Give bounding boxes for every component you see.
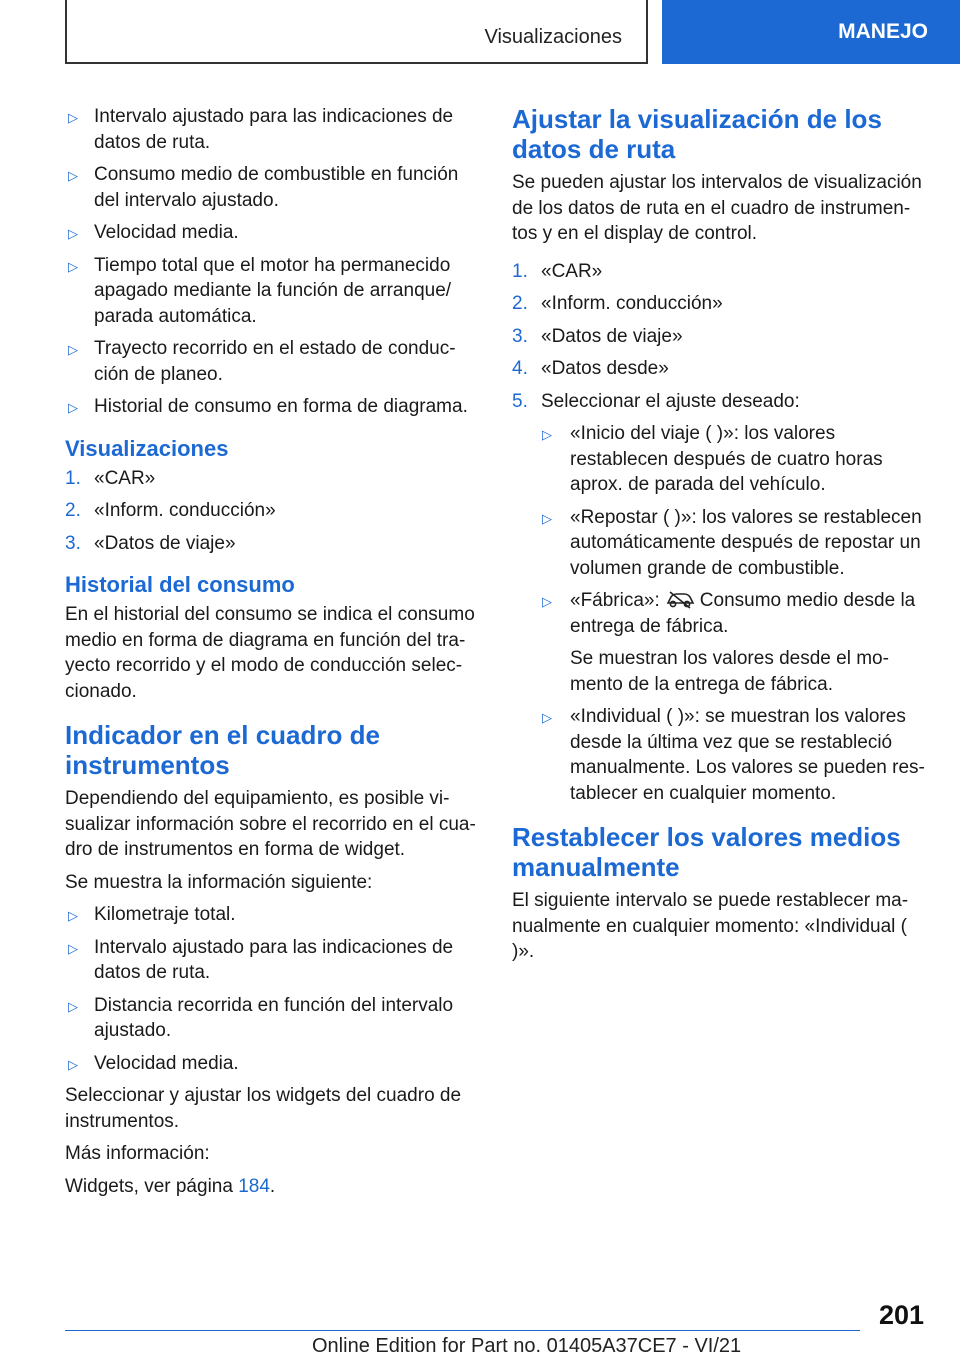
widgets-reference: Widgets, ver página 184. bbox=[65, 1175, 276, 1197]
triangle-bullet-icon: ▷ bbox=[542, 427, 552, 442]
list-item: ▷ Intervalo ajustado para las indicaciones de datos de ruta. bbox=[68, 936, 454, 983]
footer-divider bbox=[65, 1330, 860, 1331]
step-item: 5. Seleccionar el ajuste deseado: bbox=[512, 390, 800, 412]
step-item: 1. «CAR» bbox=[512, 260, 603, 282]
sub-list-note: Se muestran los valores desde el mo‐ mento de la entrega de fábrica. bbox=[570, 648, 889, 695]
header-chapter-tab bbox=[662, 0, 960, 64]
triangle-bullet-icon: ▷ bbox=[68, 998, 78, 1014]
step-item: 3. «Datos de viaje» bbox=[512, 325, 683, 347]
sub-list-item: ▷ «Individual ( )»: se muestran los valores desde la última vez que se restableció manualmente. Los valores se pueden res‐ tablecer en cualquier momento. bbox=[542, 706, 925, 804]
triangle-bullet-icon: ▷ bbox=[68, 400, 78, 415]
triangle-bullet-icon: ▷ bbox=[542, 510, 552, 526]
restablecer-heading: Restablecer los valores medios manualmente bbox=[512, 822, 901, 882]
sub-list-item: ▷ «Inicio del viaje ( )»: los valores restablecen después de cuatro horas aprox. de parada del vehículo. bbox=[542, 423, 883, 495]
list-item: ▷ Intervalo ajustado para las indicaciones de datos de ruta. bbox=[68, 106, 454, 153]
list-item: ▷ Distancia recorrida en función del intervalo ajustado. bbox=[68, 994, 454, 1041]
triangle-bullet-icon: ▷ bbox=[68, 342, 78, 357]
info-intro: Se muestra la información siguiente: bbox=[65, 871, 373, 893]
footer-edition: Online Edition for Part no. 01405A37CE7 - VI/21 bbox=[312, 1335, 742, 1357]
list-item: ▷ Velocidad media. bbox=[65, 1051, 477, 1077]
list-item: ▷ Tiempo total que el motor ha permanecido apagado mediante la función de arranque/ parada automática. bbox=[68, 254, 452, 327]
select-paragraph: Seleccionar y ajustar los widgets del cuadro de instrumentos. bbox=[65, 1085, 462, 1132]
header-chapter-label: MANEJO bbox=[838, 20, 928, 43]
right-column bbox=[512, 104, 928, 972]
left-column bbox=[65, 104, 477, 1206]
visualizaciones-heading: Visualizaciones bbox=[65, 435, 229, 461]
indicador-heading: Indicador en el cuadro de instrumentos bbox=[65, 720, 380, 780]
historial-heading: Historial del consumo bbox=[65, 572, 295, 597]
ajustar-heading: Ajustar la visualización de los datos de ruta bbox=[512, 104, 882, 164]
page-number: 201 bbox=[878, 1300, 924, 1330]
header-section-title: Visualizaciones bbox=[484, 26, 622, 48]
page-link[interactable]: 184 bbox=[238, 1175, 270, 1197]
triangle-bullet-icon: ▷ bbox=[68, 908, 78, 923]
step-item: 3. «Datos de viaje» bbox=[65, 532, 236, 554]
list-item: ▷ Trayecto recorrido en el estado de conduc‐ ción de planeo. bbox=[68, 338, 456, 385]
sub-list-item: ▷ «Repostar ( )»: los valores se restablecen automáticamente después de repostar un volumen grande de combustible. bbox=[542, 506, 922, 579]
sub-list-item: ▷ «Fábrica»: Consumo medio desde la entrega de fábrica. bbox=[542, 590, 916, 637]
triangle-bullet-icon: ▷ bbox=[542, 710, 552, 725]
step-item: 1. «CAR» bbox=[65, 467, 156, 489]
list-item: ▷ Velocidad media. bbox=[65, 220, 477, 246]
restablecer-paragraph: El siguiente intervalo se puede restablecer ma‐ nualmente en cualquier momento: «Individual ( )». bbox=[512, 890, 909, 962]
triangle-bullet-icon: ▷ bbox=[68, 168, 78, 183]
list-item: ▷ Consumo medio de combustible en función del intervalo ajustado. bbox=[68, 164, 459, 211]
triangle-bullet-icon: ▷ bbox=[542, 594, 552, 609]
triangle-bullet-icon: ▷ bbox=[68, 940, 78, 956]
historial-paragraph: En el historial del consumo se indica el consumo medio en forma de diagrama en función del tra‐ yecto recorrido y el modo de conducción selec‐ cionado. bbox=[65, 604, 475, 702]
step-item: 2. «Inform. conducción» bbox=[65, 500, 276, 521]
step-item: 2. «Inform. conducción» bbox=[512, 293, 723, 314]
triangle-bullet-icon: ▷ bbox=[68, 258, 78, 274]
more-info-label: Más información: bbox=[65, 1143, 210, 1164]
list-item: ▷ Kilometraje total. bbox=[65, 902, 477, 928]
triangle-bullet-icon: ▷ bbox=[68, 110, 78, 125]
triangle-bullet-icon: ▷ bbox=[68, 1056, 78, 1072]
car-icon bbox=[664, 589, 696, 609]
header-section-box bbox=[65, 0, 648, 64]
triangle-bullet-icon: ▷ bbox=[68, 226, 78, 241]
indicador-paragraph: Dependiendo del equipamiento, es posible vi‐ sualizar información sobre el recorrido en el cua‐ dro de instrumentos en forma de widget. bbox=[65, 788, 476, 860]
list-item: ▷ Historial de consumo en forma de diagrama. bbox=[65, 394, 477, 420]
step-item: 4. «Datos desde» bbox=[512, 358, 669, 379]
ajustar-paragraph: Se pueden ajustar los intervalos de visualización de los datos de ruta en el cuadro de instrumen‐ tos y en el display de control. bbox=[512, 172, 922, 244]
